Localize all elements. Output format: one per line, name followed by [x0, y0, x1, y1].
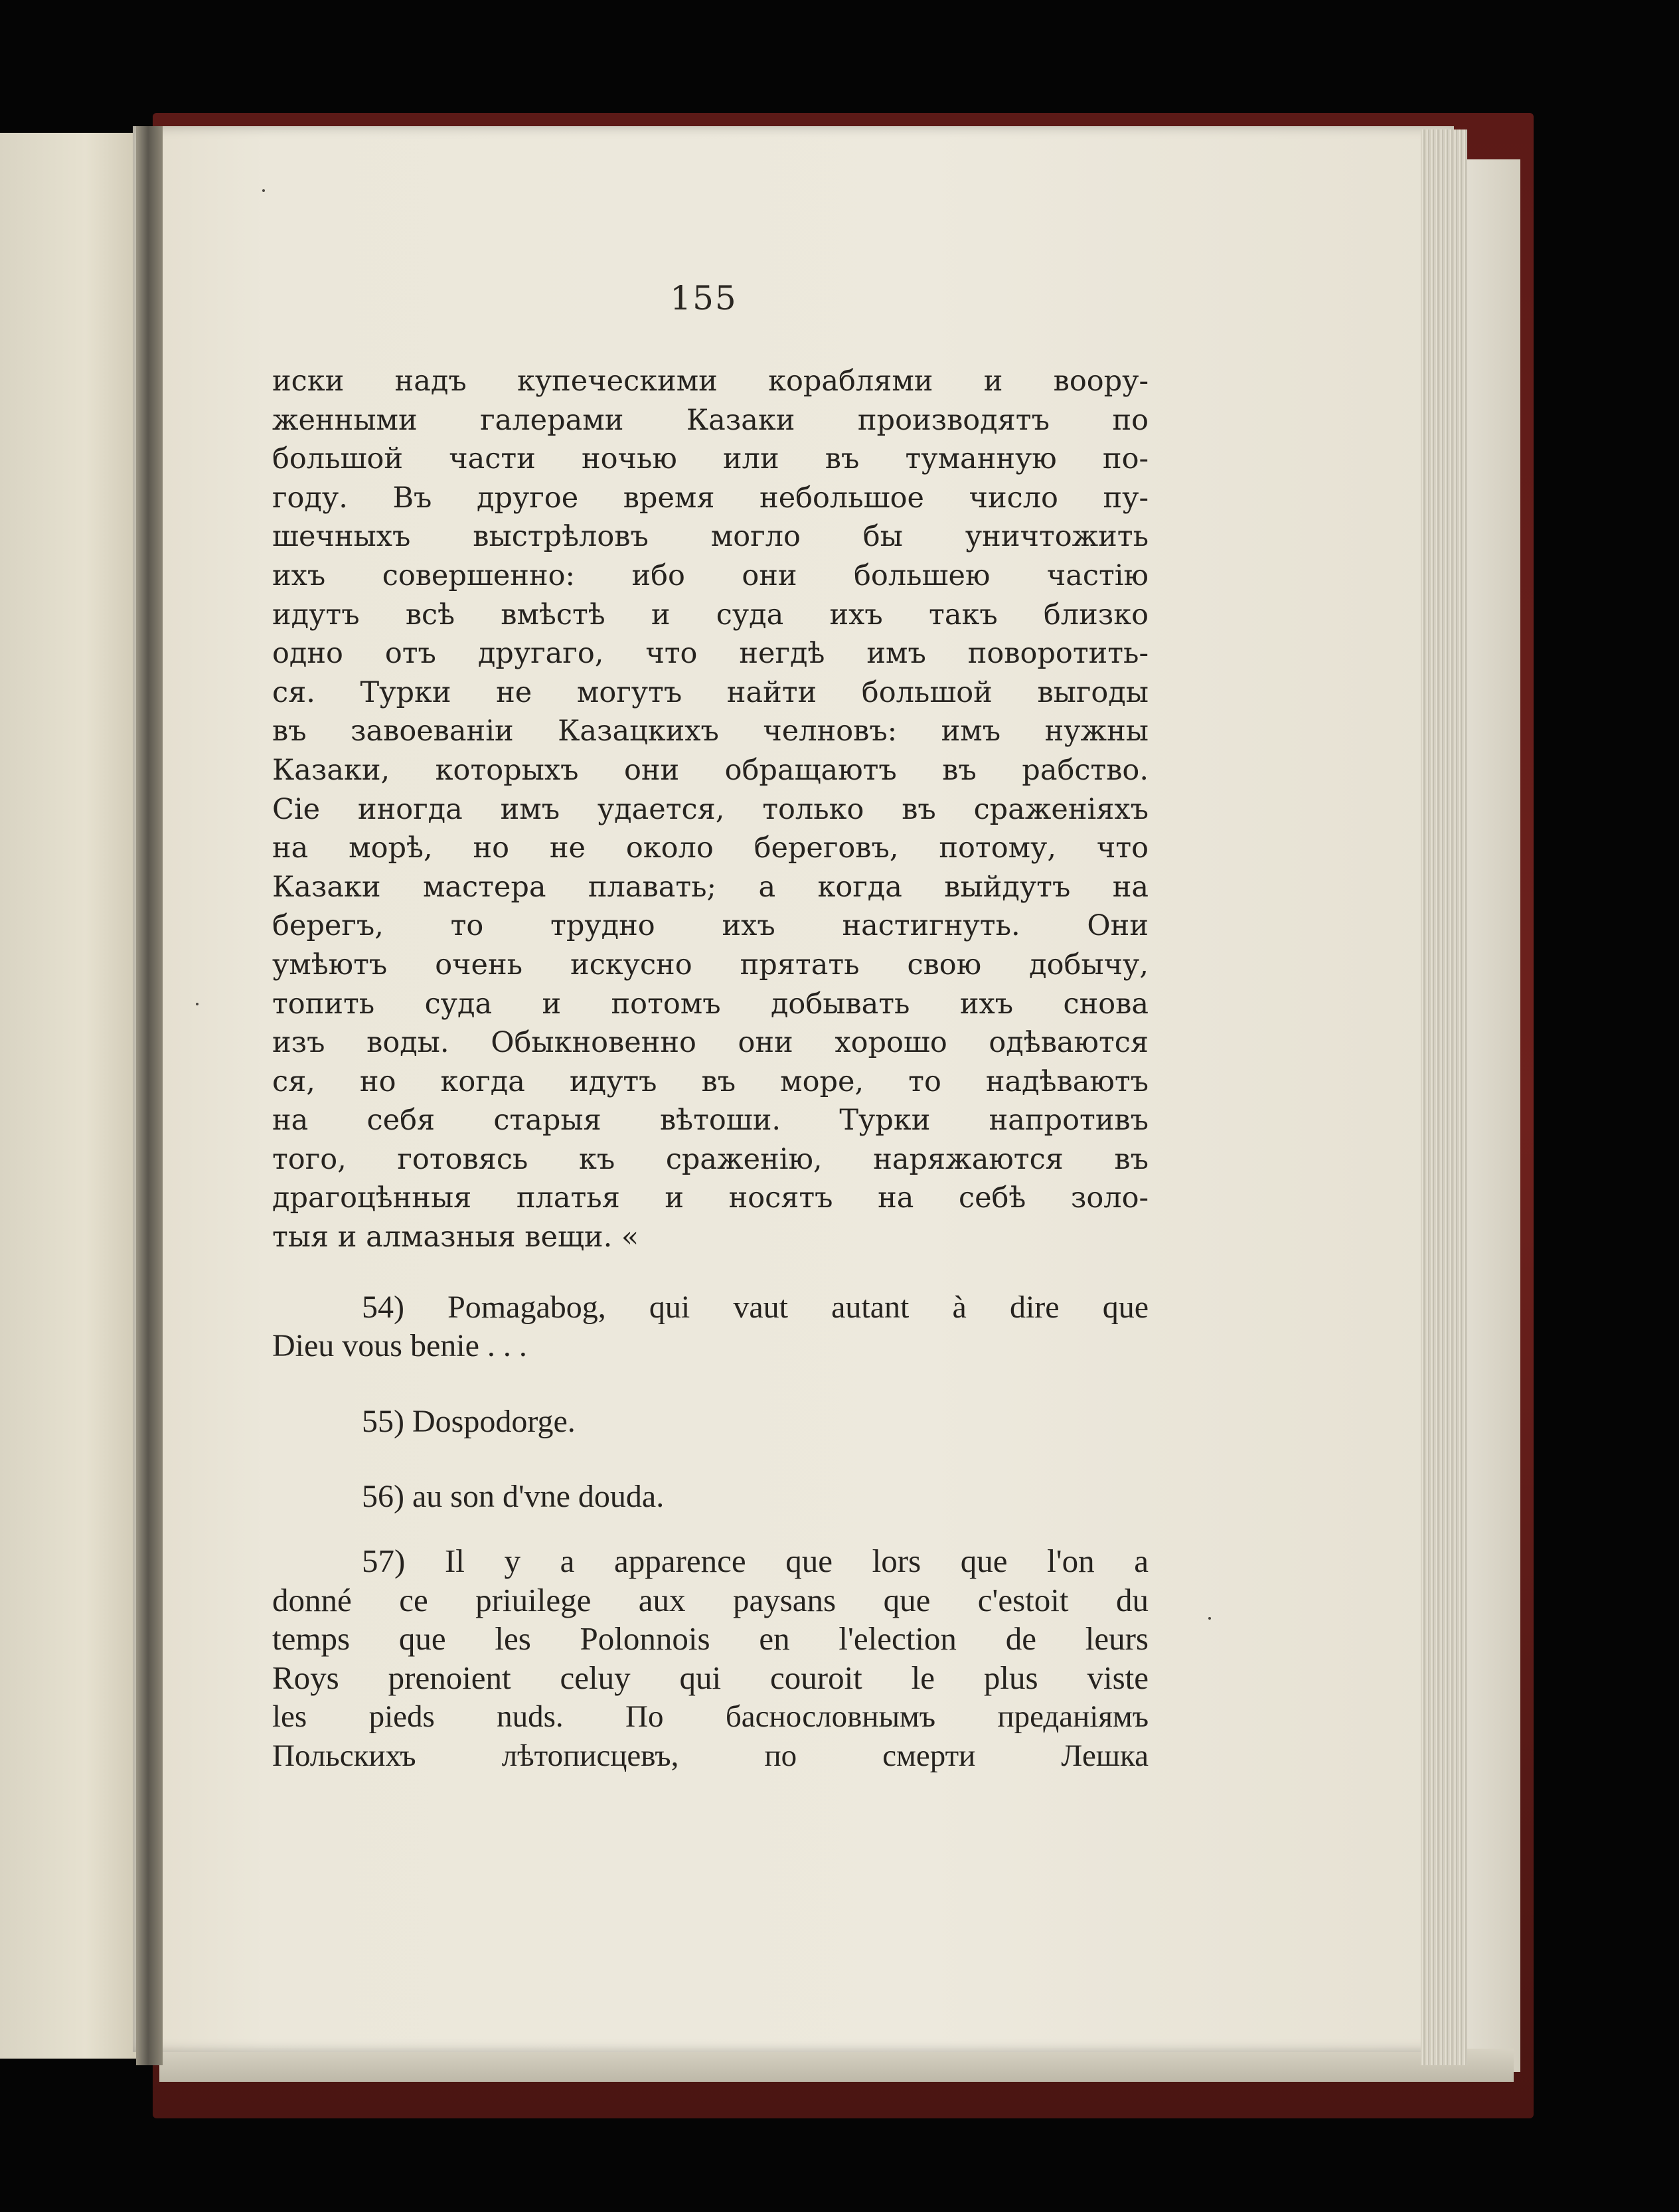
footnote-line: 56) au son d'vne douda. [362, 1479, 665, 1514]
text-line: того, готовясь къ сраженію, наряжаются въ [272, 1142, 1149, 1176]
body-text [272, 362, 1149, 1257]
footnote-line: 54) Pomagabog, qui vaut autant à dire que [362, 1290, 1149, 1325]
text-line: большой части ночью или въ туманную по- [272, 442, 1149, 476]
footnote-57 [272, 1542, 1149, 1775]
text-line: шечныхъ выстрѣловъ могло бы уничтожить [272, 520, 1149, 554]
text-line: тыя и алмазныя вещи. « [272, 1221, 639, 1254]
text-line: Казаки, которыхъ они обращаютъ въ рабство. [272, 753, 1149, 787]
footnote-line: temps que les Polonnois en l'election de leurs [272, 1620, 1149, 1657]
paper-speck [1208, 1617, 1211, 1620]
text-line: ихъ совершенно: ибо они большею частію [272, 558, 1149, 592]
text-line: драгоцѣнныя платья и носятъ на себѣ золо- [272, 1181, 1149, 1215]
text-line: изъ воды. Обыкновенно они хорошо одѣваются [272, 1026, 1149, 1060]
page-edge-stack [1421, 129, 1467, 2065]
footnote-line: 57) Il y a apparence que lors que l'on a [362, 1543, 1149, 1579]
text-line: году. Въ другое время небольшое число пу- [272, 481, 1149, 515]
left-page-strip [0, 133, 143, 2059]
text-line: въ завоеваніи Казацкихъ челновъ: имъ нужны [272, 715, 1149, 748]
text-line: топить суда и потомъ добывать ихъ снова [272, 987, 1149, 1021]
paper-speck [196, 1003, 199, 1005]
footnote-line: Roys prenoient celuy qui couroit le plus viste [272, 1659, 1149, 1696]
text-line: иски надъ купеческими кораблями и воору- [272, 365, 1149, 398]
page-number: 155 [670, 279, 738, 317]
text-line: женными галерами Казаки производятъ по [272, 403, 1149, 437]
footnote-line: donné ce priuilege aux paysans que c'estoit du [272, 1581, 1149, 1618]
paper-speck [262, 189, 265, 192]
footnote-line: les pieds nuds. По баснословнымъ преданіямъ [272, 1699, 1149, 1734]
text-line: ся. Турки не могутъ найти большой выгоды [272, 675, 1149, 709]
text-line: на себя старыя вѣтоши. Турки напротивъ [272, 1104, 1149, 1138]
text-line: ся, но когда идутъ въ море, то надѣваютъ [272, 1064, 1149, 1098]
text-line: на морѣ, но не около береговъ, потому, что [272, 831, 1149, 865]
footnote-line: Польскихъ лѣтописцевъ, по смерти Лешка [272, 1738, 1149, 1773]
text-line: умѣютъ очень искусно прятать свою добычу, [272, 948, 1149, 981]
text-line: одно отъ другаго, что негдѣ имъ поворотить- [272, 637, 1149, 671]
book-gutter [136, 126, 163, 2065]
text-line: Казаки мастера плавать; а когда выйдутъ на [272, 870, 1149, 904]
footnote-55 [272, 1403, 1149, 1441]
text-line: берегъ, то трудно ихъ настигнуть. Они [272, 909, 1149, 943]
footnote-line: Dieu vous benie . . . [272, 1328, 527, 1363]
text-line: Сіе иногда имъ удается, только въ сраженіяхъ [272, 792, 1149, 826]
footnote-56 [272, 1478, 1149, 1516]
footnote-line: 55) Dospodorge. [362, 1404, 576, 1439]
text-line: идутъ всѣ вмѣстѣ и суда ихъ такъ близко [272, 598, 1149, 632]
bottom-page-edge [159, 2049, 1514, 2082]
footnote-54 [272, 1288, 1149, 1365]
